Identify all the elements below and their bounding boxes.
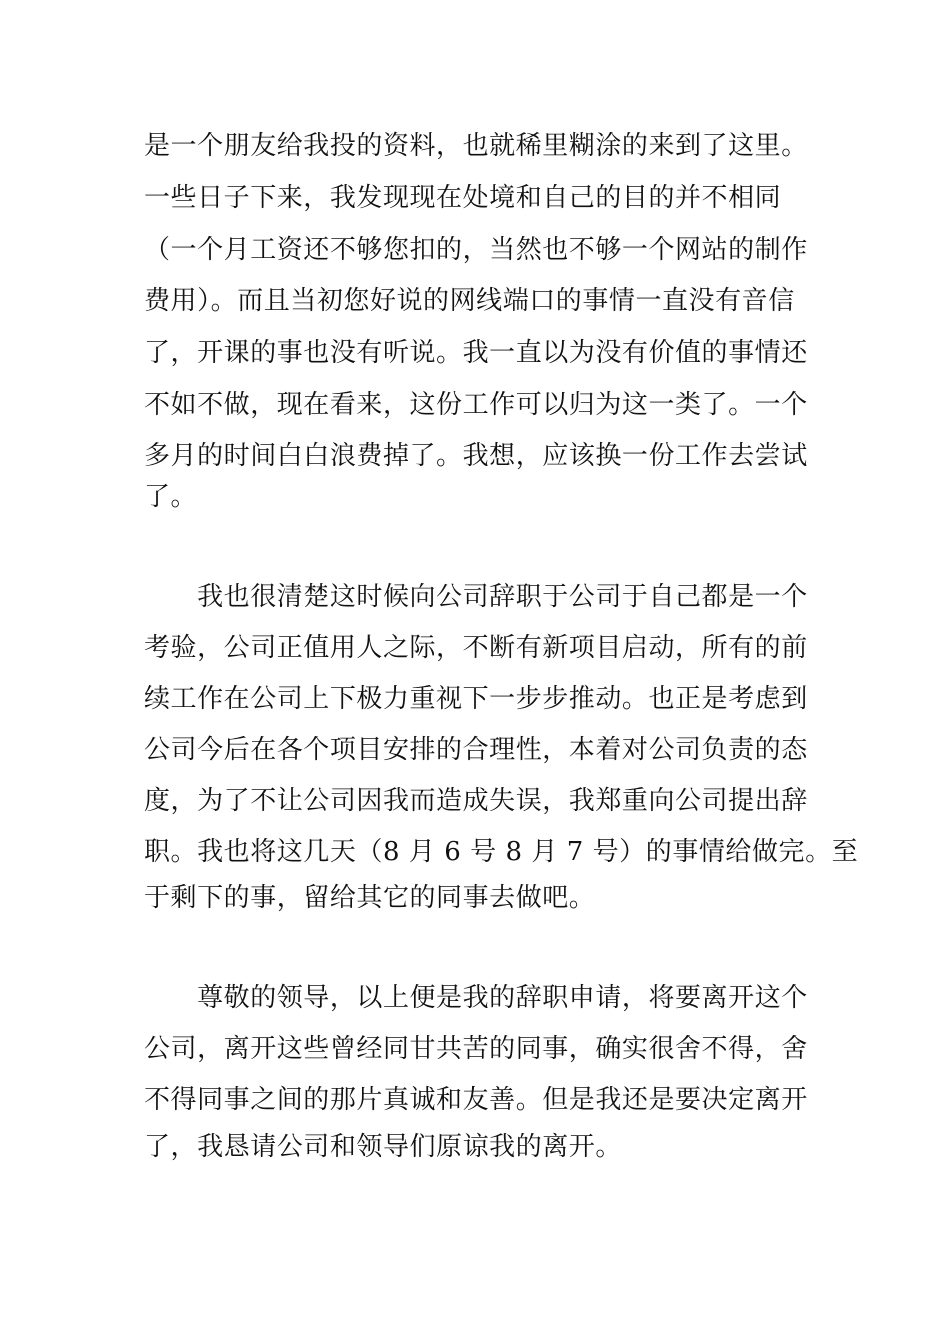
paragraph-1-line-8: 了。 [144,482,198,512]
paragraph-2-line-5: 度，为了不让公司因我而造成失误，我郑重向公司提出辞 [144,786,808,816]
paragraph-2-line-3: 续工作在公司上下极力重视下一步步推动。也正是考虑到 [144,684,808,714]
paragraph-2-line-4: 公司今后在各个项目安排的合理性，本着对公司负责的态 [144,735,808,765]
paragraph-2-line-1: 我也很清楚这时候向公司辞职于公司于自己都是一个 [144,582,808,612]
paragraph-1-line-6: 不如不做，现在看来，这份工作可以归为这一类了。一个 [144,390,808,420]
paragraph-3-line-1: 尊敬的领导，以上便是我的辞职申请，将要离开这个 [144,983,808,1013]
paragraph-1-line-7: 多月的时间白白浪费掉了。我想，应该换一份工作去尝试 [144,441,808,471]
paragraph-2-line-6: 职。我也将这几天（8 月 6 号 8 月 7 号）的事情给做完。至 [144,837,859,867]
paragraph-1-line-2: 一些日子下来，我发现现在处境和自己的目的并不相同 [144,183,782,213]
paragraph-3-line-4: 了，我恳请公司和领导们原谅我的离开。 [144,1132,622,1162]
paragraph-3-line-3: 不得同事之间的那片真诚和友善。但是我还是要决定离开 [144,1085,808,1115]
paragraph-1-line-5: 了，开课的事也没有听说。我一直以为没有价值的事情还 [144,338,808,368]
paragraph-2-line-7: 于剩下的事，留给其它的同事去做吧。 [144,883,596,913]
paragraph-1-line-4: 费用）。而且当初您好说的网线端口的事情一直没有音信 [144,286,795,316]
paragraph-1-line-3: （一个月工资还不够您扣的，当然也不够一个网站的制作 [144,235,808,265]
paragraph-1-line-1: 是一个朋友给我投的资料，也就稀里糊涂的来到了这里。 [144,131,808,161]
paragraph-3-line-2: 公司，离开这些曾经同甘共苦的同事，确实很舍不得，舍 [144,1034,808,1064]
paragraph-2-line-2: 考验，公司正值用人之际，不断有新项目启动，所有的前 [144,633,808,663]
